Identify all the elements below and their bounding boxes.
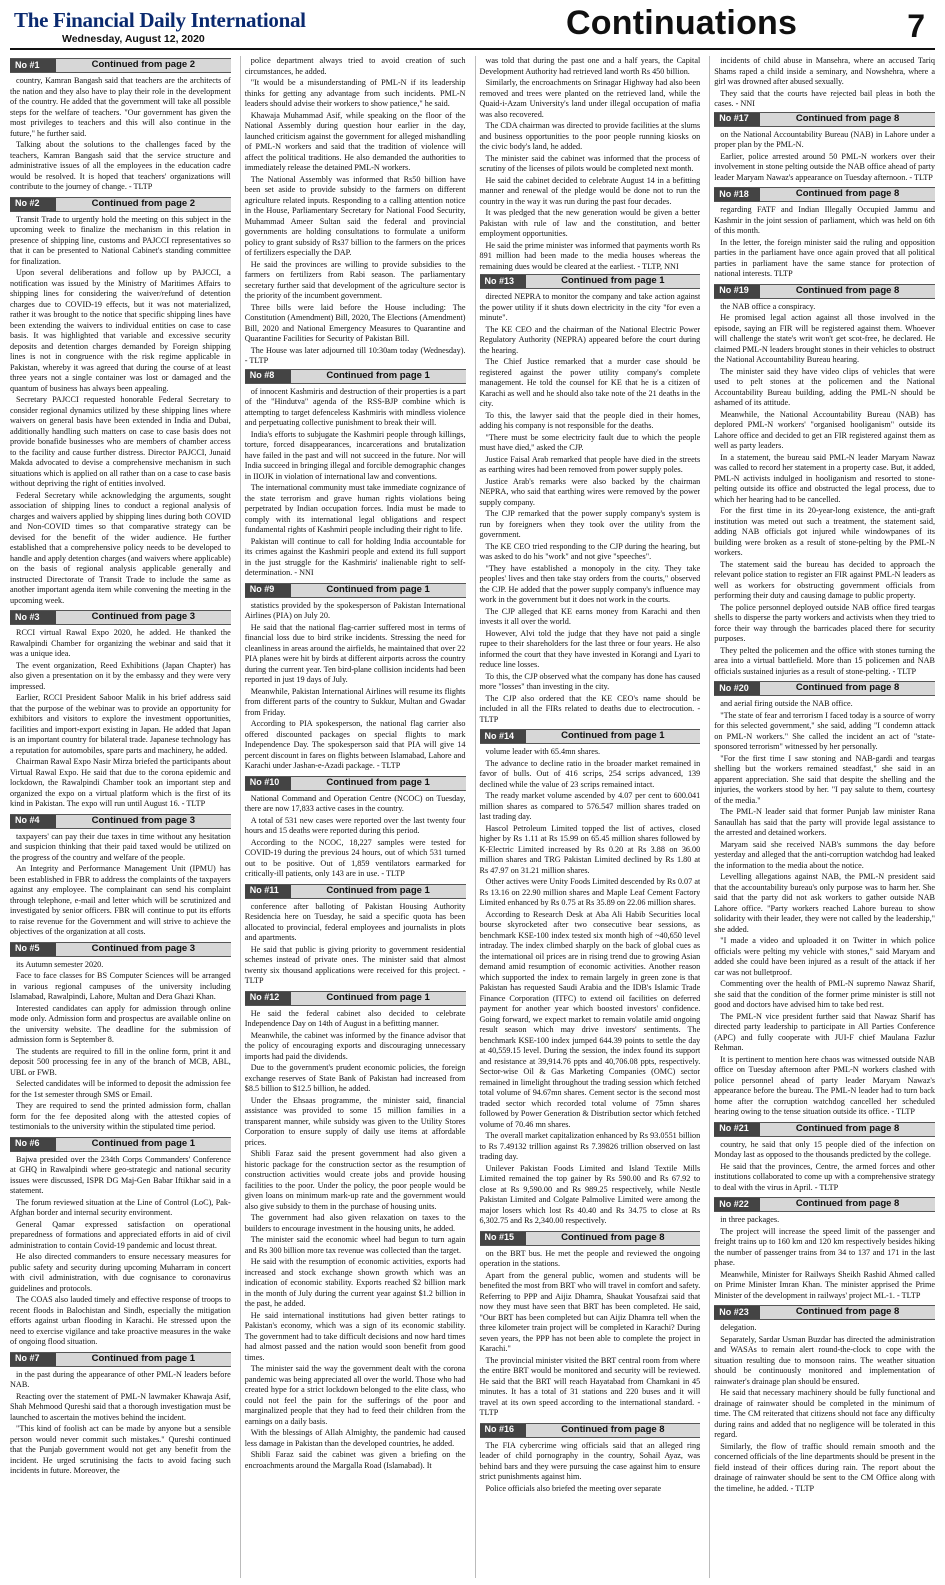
article-heading: Continued from page 1 [561, 730, 665, 742]
paragraph: He said that the national flag-carrier suffered most in terms of financial loss due to bird strike incidents. Stressing the need for cleanliness in areas around the airfields, he maintained that over 22 PIA planes were hit by birds at different airports across the country during the current year. Ten bird-plane collision incidents had been reported in just 19 days of July. [244, 622, 466, 684]
paragraph: He said the prime minister was informed that payments worth Rs 891 million had been made to the media houses whereas the remaining dues would be cleared at the earliest. - TLTP, NNI [479, 240, 701, 271]
paragraph: The CJP remarked that the power supply company's system is run by foreigners when they took over the utility from the government. [479, 509, 701, 539]
paragraph: on the National Accountability Bureau (NAB) in Lahore under a proper plan by the PML-N. [714, 129, 935, 149]
article-number: No #9 [245, 584, 291, 597]
article-heading: Continued from page 8 [795, 1122, 900, 1134]
paragraph: The forum reviewed situation at the Line of Control (LoC), Pak-Afghan border and internal security environment. [10, 1197, 231, 1217]
paragraph: Meanwhile, the National Accountability Bureau (NAB) has deplored PML-N workers' "organised hooliganism" outside its Lahore office and decided to get an FIR registered against them as well as party leaders. [714, 409, 935, 450]
article-body [245, 794, 466, 880]
article [714, 112, 935, 184]
article [245, 991, 466, 1472]
paragraph: The Chief Justice remarked that a murder case should be registered against the power utility company's complete management. He told the counsel for KE that he is a citizen of Karachi as well and he should also take note of the 21 deaths in the city. [479, 357, 701, 408]
paragraph: Upon several deliberations and follow up by PAJCCI, a notification was issued by the Ministry of Maritimes Affairs to shipping lines for considering the waiver/refund of detention charges due to COVID-19 effects, but it was not materialized, rather it was brought to the notice that specific shipping lines have been extending the waivers to individual entities on case to case basis. It was highlighted that variable and excessive security deposits and detention charges demanded by Foreign shipping lines is not in congruence with the risk regime applicable in Pakistan, whereby it was agreed that during the course of at least three years not a single container was lost or damaged and the quantum of business has always been appealing. [10, 268, 231, 393]
paragraph: Shibli Faraz said the present government had also given a historic package for the construction sector as the resumption of construction activities would create jobs and provide housing facilities to the poor. Under the policy, the poor people would be given loans on minimum mark-up rate and the government would also give subsidy to them in the purchase of housing units. [244, 1149, 466, 1211]
paragraph: of innocent Kashmiris and destruction of their properties is a part of the "Hindutva" agenda of the RSS-BJP combine which is attempting to target defenceless Kashmiris with mindless violence and perpetuating collective punishment to break their will. [244, 386, 466, 427]
column-lead-text [480, 56, 701, 272]
article-number: No #4 [10, 815, 56, 828]
article-heading: Continued from page 1 [91, 1137, 196, 1149]
article-header [10, 814, 231, 829]
article [245, 583, 466, 772]
article-number: No #17 [714, 113, 760, 126]
paragraph: An Integrity and Performance Management Unit (IPMU) has been established in FBR to address the complaints of the taxpayers against any employee. The complainant can send his complaint through telephone, e-mail and letter which will be scrutinized and investigated by senior officers. FBR will continue to put its efforts to raise revenue for the Government and will strive to achieve the objectives of the organization at all costs. [10, 864, 231, 936]
article-heading: Continued from page 1 [91, 1352, 196, 1364]
paragraph: He said international institutions had given better ratings to Pakistan's economy, which was a sign of its economic stability. The government had to take difficult decisions and now hard times had almost passed and the nation would soon benefit from good times. [244, 1310, 466, 1362]
paragraph: The government had also given relaxation on taxes to the builders to encourage investment in the housing units, he added. [244, 1213, 466, 1233]
article-body [245, 601, 466, 772]
paragraph: The FIA cybercrime wing officials said that an alleged ring leader of child pornography in the country, Sohail Ayaz, was behind bars and they were pursuing the case against him to ensure strict punishments against him. [479, 1440, 701, 1481]
paragraph: "This kind of foolish act can be made by anyone but a sensible person would never commit such mistakes." Qureshi continued that the Punjab government would not get any benefit from the incident. He urged scrutinising the facts to avoid facing such incidents in future. Moreover, the [10, 1424, 231, 1475]
paragraph: He said the federal cabinet also decided to celebrate Independence Day on 14th of August in a befitting manner. [244, 1008, 466, 1028]
article [245, 884, 466, 987]
paragraph: Federal Secretary while acknowledging the arguments, sought association of shipping lines to conduct a regional analysis of charges and waivers applied by shipping lines during both COVID and Non-COVID times so that comparative strategy can be devised for the benefit of the wider audience. He further established that a comprehensive policy needs to be developed to handle and apply detention charges (and waivers where applicable) on the basis of regional analysis applicable generally and instructed Directorate of Transit Trade to include the same as another important agenda item while convening the meeting in the upcoming week. [10, 490, 231, 605]
article-heading: Continued from page 8 [561, 1423, 665, 1435]
article [10, 942, 231, 1133]
paragraph: The CDA chairman was directed to provide facilities at the slums and business opportunities to the poor people running kiosks on the civic body's land, he added. [479, 121, 701, 151]
paragraph: It is pertinent to mention here chaos was witnessed outside NAB office on Tuesday afternoon after PML-N workers clashed with police personnel ahead of party leader Maryam Nawaz's appearance before the bureau. The PML-N leader had to turn back home after the corruption watchdog cancelled her scheduled hearing owing to the tense situation outside its office. - TLTP [714, 1054, 935, 1116]
article [714, 681, 935, 1118]
article-body [480, 1249, 701, 1419]
paragraph: The project will increase the speed limit of the passenger and freight trains up to 160 km and 120 km respectively besides hiking the number of passenger trains from 34 to 137 and 171 in the last phase. [714, 1226, 935, 1267]
paragraph: In a statement, the bureau said PML-N leader Maryam Nawaz was called to record her statement in a property case. But, it added, PML-N activists indulged in hooliganism and resorted to stone-pelting outside its office and obstructed the legal process, due to which her hearing had to be cancelled. [714, 452, 935, 504]
newspaper-logo: The Financial Daily International [14, 8, 306, 32]
paragraph: To this, the CJP observed what the company has done has caused more "losses" than investing in the city. [479, 671, 701, 691]
article-body [10, 628, 231, 810]
article-header [245, 583, 466, 598]
article [480, 1423, 701, 1495]
column-1 [10, 56, 231, 1578]
article-heading: Continued from page 3 [91, 611, 196, 623]
article-header [714, 1197, 935, 1212]
paragraph: regarding FATF and Indian Illegally Occupied Jammu and Kashmir in the joint session of parliament, which was held on 6th of this month. [714, 205, 935, 235]
article-body [714, 1140, 935, 1194]
article [245, 776, 466, 880]
paragraph: Separately, Sardar Usman Buzdar has directed the administration and WASAs to remain alert round-the-clock to cope with the situation resulting due to monsoon rains. The weather situation should be continuously monitored and implementation of rainwater's drainage plan should be ensured. [714, 1334, 935, 1386]
paragraph: The House was later adjourned till 10:30am today (Wednesday). - TLTP [244, 345, 466, 365]
article [10, 814, 231, 938]
article-body [480, 292, 701, 725]
article [10, 197, 231, 607]
paragraph: Justice Arab's remarks were also backed by the chairman NEPRA, who said that earthing wires were removed by the power supply company. [479, 476, 701, 507]
paragraph: Apart from the general public, women and students will be benefited the most from BRT who will travel in comfort and safety. Referring to PPP and Aijiz Dhamra, Shaukat Yousafzai said that now they must have seen that BRT has been completed. He said, "Our BRT has been completed but can Aijiz Dhamra tell when the three kilometer train project will be completed in Karachi? During seven years, the PPP has not been able to complete the project in Karachi." [479, 1270, 701, 1353]
article-heading: Continued from page 1 [326, 884, 430, 896]
article-number: No #12 [245, 992, 291, 1005]
paragraph: He said that public is giving priority to government residential schemes instead of private ones. The minister said that almost twenty six thousand applications were received for this project. - TLTP [244, 944, 466, 985]
article-body [714, 1323, 935, 1494]
paragraph: He said with the resumption of economic activities, exports had increased and stock exchange shown growth which was an indication of economic stability. Exports reached $2 billion mark in the month of July during the current year against $1.2 billion in the past, he added. [244, 1257, 466, 1308]
paragraph: According to Research Desk at Aba Ali Habib Securities local bourse skyrocketed after two consecutive bear sessions, as benchmark KSE-100 index tested six month high of ~40,650 level intraday. The index climbed sharply on the back of global cues as the international oil prices are in rising trend due to growing Asian demand amid resumption of economic activities. Another reason which supported the index to remain largely in green zone is that Pakistan has requested Saudi Arabia and the IDB's Islamic Trade Finance Corporation (ITFC) to extend oil facilities on deferred payment for another year which boosted investors' confidence. Going forward, we expect market to remain volatile amid ongoing result season which may drive investors' sentiments. The benchmark KSE-100 index jumped 644.39 points to settle the day at 40,559.15 level. During the session, the index found its support and resistance at 39,914.76 ppts and 40,706.08 ppts, respectively. Sector-wise Oil & Gas Marketing Companies (OMC) sector remained in limelight throughout the trading session which fetched total volume of 94.67mn shares. Cement sector is the second most traded sector which recorded total volume of 75mn shares followed by Power Generation & Distribution sector which fetched volume of 70.46 mn shares. [479, 909, 701, 1129]
paragraph: The minister said the economic wheel had begun to turn again and Rs 300 billion more tax revenue was collected than the target. [244, 1235, 466, 1255]
paragraph: The advance to decline ratio in the broader market remained in favor of bulls. Out of 416 scrips, 254 scrips advanced, 139 declined while the value of 23 scrips remained intact. [479, 758, 701, 789]
article-header [714, 1122, 935, 1137]
article-header [714, 187, 935, 202]
article-heading: Continued from page 2 [91, 59, 196, 71]
article-number: No #3 [10, 611, 56, 624]
paragraph: the NAB office a conspiracy. [720, 301, 816, 311]
paragraph: However, Alvi told the judge that they have not paid a single rupee to their shareholders for the last three or four years. He also informed the court that they have invested in Korangi and Lyari to reduce line losses. [479, 628, 701, 669]
paragraph: country, he said that only 15 people died of the infection on Monday last as opposed to the thousands predicted by the college. [714, 1139, 935, 1159]
paragraph: He said the provinces are willing to provide subsidies to the farmers on fertilizers from Rabi season. The parliamentary secretary further said that development of the agriculture sector is the priority of the incumbent government. [244, 259, 466, 300]
paragraph: The PML-N leader said that former Punjab law minister Rana Sanaullah has said that the party will provide legal assistance to the arrested and detained workers. [714, 807, 935, 837]
paragraph: The PML-N vice president further said that Nawaz Sharif has directed party leadership to participate in All Parties Conference (APC) and fully cooperate with JUI-F chief Maulana Fazlur Rehman. [714, 1011, 935, 1052]
article-header [714, 284, 935, 299]
article [10, 1352, 231, 1477]
article-number: No #6 [10, 1138, 56, 1151]
paragraph: Secretary PAJCCI requested honorable Federal Secretary to consider regional dynamics utilized by these shipping lines where waivers on general basis have been extended in India and Dubai, additionally handling such matters on case to case basis does not provide bonafide businesses who are members of chamber access to the facility and cause further distress. Director PAJCCI, Junaid Makda advocated to devise a comprehensive mechanism in such situations which is applied on all rather than on a case to case basis without depriving the right of entities involved. [10, 395, 231, 488]
article [10, 610, 231, 810]
article-header [714, 112, 935, 127]
article-body [245, 1009, 466, 1472]
article-header [714, 681, 935, 696]
paragraph: Due to the government's prudent economic policies, the foreign exchange reserves of State Bank of Pakistan had increased from $8.5 billion to $12.5 billion, he added. [244, 1063, 466, 1093]
paragraph: "There must be some electricity fault due to which the people must have died," asked the CJP. [479, 432, 701, 452]
paragraph: incidents of child abuse in Mansehra, where an accused Tariq Shams raped a child inside a seminary, and Nowshehra, where a girl was drowned after abused sexually. [714, 56, 935, 86]
paragraph: National Command and Operation Centre (NCOC) on Tuesday, there are now 17,833 active cases in the country. [244, 793, 466, 813]
paragraph: Commenting over the health of PML-N supremo Nawaz Sharif, she said that the condition of the former prime minister is still not good and doctors have advised him to take bed rest. [714, 979, 935, 1009]
paragraph: Bajwa presided over the 234th Corps Commanders' Conference at GHQ in Rawalpindi where geo-strategic and national security issues were discussed, ISPR DG Maj-Gen Babar Iftikhar said in a statement. [10, 1154, 231, 1195]
paragraph: The overall market capitalization enhanced by Rs 93.0551 billion to Rs 7.49132 trillion against Rs 7.39826 trillion observed on last trading day. [479, 1131, 701, 1161]
paragraph: Shibli Faraz said the cabinet was given a briefing on the encroachments around the Margalla Road (Islamabad). It [244, 1450, 466, 1470]
paragraph: Interested candidates can apply for admission through online mode only. Admission form and prospectus are available online on the university website. The deadline for the submission of admission form is September 8. [10, 1003, 231, 1044]
article-body [480, 747, 701, 1227]
article [245, 369, 466, 579]
article-header [245, 776, 466, 791]
article-heading: Continued from page 1 [326, 369, 430, 381]
article-heading: Continued from page 2 [91, 197, 196, 209]
article-number: No #15 [480, 1232, 526, 1245]
article-header [245, 884, 466, 899]
article-heading: Continued from page 8 [795, 1198, 900, 1210]
article [10, 1137, 231, 1348]
paragraph: "It would be a misunderstanding of PML-N if its leadership thinks for getting any advantage from such incidents. PML-N leaders should advise their workers to show patience," he said. [244, 78, 466, 108]
paragraph: The KE CEO tried responding to the CJP during the hearing, but was asked to do his "work" and not give "speeches". [479, 541, 701, 561]
article-number: No #1 [10, 59, 56, 72]
paragraph: Reacting over the statement of PML-N lawmaker Khawaja Asif, Shah Mehmood Qureshi said that a thorough investigation must be launched to ascertain the motives behind the incident. [10, 1391, 231, 1422]
article-heading: Continued from page 3 [91, 814, 196, 826]
paragraph: Similarly, the flow of traffic should remain smooth and the concerned officials of the line departments should be present in the field instead of their offices during rain. The report about the drainage of rainwater should be sent to the CM Office along with the timeline, he added. - TLTP [714, 1441, 935, 1493]
paragraph: in the past during the appearance of other PML-N leaders before NAB. [10, 1369, 231, 1389]
paragraph: conference after balloting of Pakistan Housing Authority Residencia here on Tuesday, he said a specific quota has been allocated to provincial, federal employees and journalists in plots and apartments. [244, 901, 466, 942]
article-body [10, 832, 231, 938]
article-heading: Continued from page 1 [326, 776, 430, 788]
paragraph: Meanwhile, the cabinet was informed by the finance advisor that the policy of encouraging exports and discouraging unnecessary imports had paid the dividends. [244, 1030, 466, 1061]
paragraph: To this, the lawyer said that the people died in their homes, adding his company is not responsible for the deaths. [479, 410, 701, 430]
article [480, 1231, 701, 1419]
paragraph: Police officials also briefed the meeting over separate [485, 1483, 662, 1493]
article-number: No #2 [10, 198, 56, 211]
paragraph: "For the first time I saw stoning and NAB-gardi and teargas shelling but the workers remained steadfast," she said in an apparent appreciation. She said that despite the shelling and the injuries, the workers stood by her. "I pay salute to them, courtesy of the media." [714, 753, 935, 805]
article-heading: Continued from page 8 [795, 1306, 900, 1318]
article-body [714, 1215, 935, 1301]
paragraph: The minister said the cabinet was informed that the process of scrutiny of the licenses of pilots would be completed next month. [479, 153, 701, 173]
article-header [245, 369, 466, 384]
page-number: 7 [907, 8, 925, 44]
paragraph: The minister said the way the government dealt with the corona pandemic was being appreciated all over the world. Those who had created hype for a strict lockdown belonged to the elite class, who could not feel the pain for the sufferings of the poor and marginalized people that they had to feed their children from the earnings on a daily basis. [244, 1364, 466, 1426]
paragraph: delegation. [720, 1323, 757, 1332]
paragraph: Pakistan will continue to call for holding India accountable for its crimes against the Kashmiri people and extend its full support in the just struggle for the Kashmiris' inalienable right to self-determination. - NNI [244, 536, 466, 577]
paragraph: Similarly, the encroachments on Srinagar Highway had also been removed and trees were planted on the retrieved land, while the Quaid-i-Azam University's land under illegal occupation of mafia was also recovered. [479, 78, 701, 119]
news-columns [10, 56, 935, 1578]
paragraph: He promised legal action against all those involved in the episode, saying an FIR will be registered against them. Whoever will challenge the state's writ won't get scot-free, he declared. He claimed PML-N leaders brought stones in their vehicles to obstruct the National Accountability Bureau hearing. [714, 313, 935, 364]
paragraph: The CJP alleged that KE earns money from Karachi and then invests it all over the world. [479, 606, 701, 626]
paragraph: Maryam said she received NAB's summons the day before yesterday and alleged that the anti-corruption watchdog had leaked the information to the media about the notice. [714, 839, 935, 870]
article [714, 1122, 935, 1194]
article-header [245, 991, 466, 1006]
article-header [10, 1137, 231, 1152]
article [10, 58, 231, 193]
paragraph: its Autumn semester 2020. [16, 959, 104, 969]
paragraph: police department always tried to avoid creation of such circumstances, he added. [244, 56, 466, 76]
paragraph: A total of 531 new cases were reported over the last twenty four hours and 15 deaths were reported during this period. [244, 815, 466, 835]
paragraph: Meanwhile, Pakistan International Airlines will resume its flights from different parts of the country to Sukkur, Multan and Gwadar from Friday. [244, 686, 466, 717]
column-2 [240, 56, 466, 1578]
article-header [480, 1423, 701, 1438]
article-body [714, 699, 935, 1118]
article [714, 1305, 935, 1494]
paragraph: on the BRT bus. He met the people and reviewed the ongoing operation in the stations. [479, 1248, 701, 1268]
article-heading: Continued from page 3 [91, 942, 196, 954]
paragraph: in three packages. [720, 1215, 780, 1224]
article-number: No #22 [714, 1198, 760, 1211]
paragraph: According to PIA spokesperson, the national flag carrier also offered discounted packages on special flights to mark Independence Day. The spokesperson said that PIA will give 14 percent discount in fares on flights between Islamabad, Lahore and Karachi under Jashan-e-Azadi package. - TLTP [244, 719, 466, 770]
article-heading: Continued from page 1 [326, 991, 430, 1003]
paragraph: He said that the provinces, Centre, the armed forces and other institutions collaborated to come up with a comprehensive strategy to deal with the virus in April. - TLTP [714, 1161, 935, 1192]
paragraph: The minister said they have video clips of vehicles that were used to pelt stones at the policemen and the National Accountability Bureau building, adding the PML-N should be ashamed of its attitude. [714, 366, 935, 407]
paragraph: volume leader with 65.4mn shares. [485, 747, 601, 756]
article-heading: Continued from page 1 [561, 275, 665, 287]
article-header [10, 610, 231, 625]
article-number: No #21 [714, 1123, 760, 1136]
article-header [480, 274, 701, 289]
article-heading: Continued from page 8 [795, 188, 900, 200]
article [714, 284, 935, 678]
paragraph: The police personnel deployed outside NAB office fired teargas shells to disperse the party workers and activists when they tried to force their way through the barricades placed there for security purposes. [714, 602, 935, 643]
paragraph: He said that necessary machinery should be fully functional and drainage of rainwater should be completed in the minimum of time. The CM reiterated that citizens should not face any difficulty during rains and added that no negligence will be tolerated in this regard. [714, 1388, 935, 1439]
column-3 [475, 56, 701, 1578]
paragraph: "I made a video and uploaded it on Twitter in which police officials were pelting my vehicle with stones," said Maryam and added she could have been injured as a result of the attack if her car was not bulletproof. [714, 936, 935, 977]
paragraph: The KE CEO and the chairman of the National Electric Power Regulatory Authority (NEPRA) appeared before the court during the hearing. [479, 324, 701, 355]
paragraph: Talking about the solutions to the challenges faced by the teachers, Kamran Bangash said that the service structure and administrative issues of all the employees in the education cadre would be resolved. It is hoped that teachers' organizations will contribute to the journey of change. - TLTP [10, 140, 231, 191]
article [714, 187, 935, 280]
article [480, 729, 701, 1227]
article-header [10, 58, 231, 73]
article-number: No #19 [714, 285, 760, 298]
paragraph: "They have established a monopoly in the city. They take peoples' lives and then take stay orders from the courts," observed the CJP. He added that the power supply company's influence may work in the government but it does not work in the courts. [479, 563, 701, 604]
article-number: No #14 [480, 730, 526, 743]
article-number: No #13 [480, 275, 526, 288]
column-4 [709, 56, 935, 1578]
paragraph: The international community must take immediate cognizance of the state terrorism and grave human rights violations being perpetrated by Indian occupation forces. India must be made to comply with its international legal obligations and respect fundamental rights of Kashmiri people including their right to life. [244, 483, 466, 534]
article-number: No #8 [245, 370, 291, 383]
article-heading: Continued from page 1 [326, 583, 430, 595]
paragraph: They said that the courts have rejected bail pleas in both the cases. - NNI [714, 88, 935, 108]
article-body [480, 1441, 701, 1495]
masthead [10, 6, 935, 50]
article-body [714, 205, 935, 280]
paragraph: and aerial firing outside the NAB office. [720, 699, 853, 708]
paragraph: was told that during the past one and a half years, the Capital Development Authority had retrieved land worth Rs 450 billion. [479, 56, 701, 76]
article-header [480, 729, 701, 744]
article-heading: Continued from page 8 [795, 682, 900, 694]
paragraph: Khawaja Muhammad Asif, while speaking on the floor of the National Assembly during question hour earlier in the day, launched criticism against the government for alleged mishandling of PML-N workers and said that the tradition of violence will affect the political traditions. He also demanded the authorities to immediately release the detained PML-N workers. [244, 110, 466, 172]
column-lead-text [714, 56, 935, 110]
paragraph: Three bills were laid before the House including: The Constitution (Amendment) Bill, 2020, The Elections (Amendment) Bill, 2020 and National Emergency Measures to Quarantine and Quarantine Facilities for Security of Pakistan Bill. [244, 302, 466, 343]
paragraph: For the first time in its 20-year-long existence, the anti-graft institution was meted out such a treatment, the statement said, adding NAB officials got injured while windowpanes of its building were broken as a result of stone-pelting by the PML-N workers. [714, 506, 935, 557]
article-body [10, 960, 231, 1133]
paragraph: With the blessings of Allah Almighty, the pandemic had caused less damage in Pakistan than the developed countries, he added. [244, 1428, 466, 1448]
article [714, 1197, 935, 1301]
article-heading: Continued from page 8 [795, 284, 900, 296]
article-body [10, 1155, 231, 1348]
paragraph: Other actives were Unity Foods Limited descended by Rs 0.07 at Rs 13.16 on 22.90 million shares and Maple Leaf Cement Factory Limited enhanced by Rs 0.75 at Rs 35.89 on 22.06 million shares. [479, 877, 701, 907]
paragraph: statistics provided by the spokesperson of Pakistan International Airlines (PIA) on July 20. [244, 600, 466, 620]
paragraph: Earlier, RCCI President Saboor Malik in his brief address said that the purpose of the webinar was to provide an opportunity for exhibitors and visitors to explore the investment opportunities, facilities and import-export existing in Japan. He added that Japan is an important country for bilateral trade. Japanese technology has a reputation for automobiles, spare parts and machinery, he added. [10, 693, 231, 755]
article-body [10, 1370, 231, 1477]
paragraph: Unilever Pakistan Foods Limited and Island Textile Mills Limited remained the top gainer by Rs 590.00 and Rs 67.92 to close at Rs 9,590.00 and Rs 989.25 respectively, while Nestle Pakistan Limited and Colgate Palmolive Limited were among the major losers which lost Rs 40.40 and Rs 34.75 to close at Rs 6,302.75 and Rs 2,340.00 respectively. [479, 1163, 701, 1225]
paragraph: The COAS also lauded timely and effective response of troops to recent floods in Balochistan and Sindh, especially the mitigation efforts against urban flooding in Karachi. He stressed upon the need to exercise vigilance and take proactive measures in the wake of ongoing flood situation. [10, 1295, 231, 1346]
paragraph: "The state of fear and terrorism I faced today is a source of worry for this selected government," she said, adding "I condemn attack on PML-N workers." She called the incident an act of "state-sponsored terrorism" witnessed by her personally. [714, 710, 935, 751]
paragraph: Selected candidates will be informed to deposit the admission fee for the 1st semester through SMS or Email. [10, 1079, 231, 1099]
paragraph: The students are required to fill in the online form, print it and deposit 500 processing fee in any of the branch of MCB, ABL, UBL or FWB. [10, 1046, 231, 1077]
paragraph: directed NEPRA to monitor the company and take action against the power utility if it shuts down electricity in the city "for even a minute". [479, 292, 701, 322]
paragraph: The statement said the bureau has decided to approach the relevant police station to register an FIR against PML-N leaders as well as workers for obstructing government officials from performing their duty and causing damage to public property. [714, 559, 935, 600]
column-lead-text [245, 56, 466, 367]
paragraph: In the letter, the foreign minister said the ruling and opposition parties in the parliament have once again proved that all political parties in parliament have the same stance for protection of national interests. TLTP [714, 237, 935, 278]
article-body [245, 387, 466, 579]
paragraph: Chairman Rawal Expo Nasir Mirza briefed the participants about Virtual Rawal Expo. He said that due to the corona epidemic and lockdown, the Rawalpindi Chamber took an important step and organized the expo on a virtual platform which is the first of its kind in Pakistan. The expo will run until August 16. - TLTP [10, 757, 231, 808]
article-number: No #20 [714, 682, 760, 695]
article-body [714, 130, 935, 184]
paragraph: country, Kamran Bangash said that teachers are the architects of the nation and they also have to play their role in the development of the country. He added that the government will take all possible steps for the welfare of teachers. "Our government has given the most privileges to teachers and this will also continue in the future," he further said. [10, 76, 231, 138]
paragraph: According to the NCOC, 18,227 samples were tested for COVID-19 during the previous 24 hours, out of which 531 turned out to be positive. Out of 1,859 ventilators earmarked for critically-ill patients, only 143 are in use. - TLTP [244, 837, 466, 878]
paragraph: Under the Ehsaas programme, the minister said, financial assistance was provided to some 15 million families in a transparent manner, while subsidy was given to the Utility Stores Corporation to ensure supply of daily use items at affordable prices. [244, 1095, 466, 1147]
paragraph: RCCI virtual Rawal Expo 2020, he added. He thanked the Rawalpindi Chamber for organizing the webinar and said that it was a unique idea. [10, 628, 231, 658]
article-header [10, 942, 231, 957]
article-body [10, 76, 231, 193]
article-number: No #5 [10, 943, 56, 956]
paragraph: Levelling allegations against NAB, the PML-N president said that the accountability bureau's only purpose was to harm her. She said that the party did not ask workers to gather outside NAB Lahore office. "Party workers reached Lahore bureau to show solidarity with their leader, they were not called by the leadership," she added. [714, 872, 935, 934]
paragraph: They pelted the policemen and the office with stones turning the area into a virtual battlefield. More than 15 policemen and NAB officials sustained injuries as a result of stone-pelting. - TLTP [714, 645, 935, 676]
paragraph: The provincial minister visited the BRT central room from where the entire BRT would be monitored and security will be reviewed. He said that the BRT will reach Hayatabad from Chamkani in 45 minutes. It has a total of 31 stations and 220 buses and it will travel at its own speed according to the international standard. - TLTP [479, 1355, 701, 1417]
paragraph: Earlier, police arrested around 50 PML-N workers over their involvement in stone pelting outside the NAB office ahead of party leader Maryam Nawaz's appearance on Tuesday afternoon. - TLTP [714, 151, 935, 182]
paragraph: Justice Faisal Arab remarked that people have died in the streets as earthing wires had been removed from power supply poles. [479, 454, 701, 474]
section-title: Continuations [566, 4, 798, 42]
paragraph: The ready market volume ascended by 4.07 per cent to 600.041 million shares as compared to 576.547 million shares traded on last trading day. [479, 791, 701, 821]
paragraph: Hascol Petroleum Limited topped the list of actives, closed higher by Rs 1.11 at Rs 15.99 on 65.45 million shares followed by K-Electric Limited increased by Rs 0.20 at Rs 3.88 on 36.00 million shares and TRG Pakistan Limited declined by Rs 1.80 at Rs 47.97 on 31.21 million shares. [479, 823, 701, 875]
article-body [714, 302, 935, 678]
article-number: No #10 [245, 777, 291, 790]
paragraph: He also directed commanders to ensure necessary measures for public safety and security during upcoming Muharram in concert with civil administration, with due cognisance to coronavirus guidelines and protocols. [10, 1252, 231, 1293]
article-number: No #7 [10, 1353, 56, 1366]
paragraph: India's efforts to subjugate the Kashmiri people through killings, torture, forced disappearances, incarcerations and brutalization have failed in the past and will not succeed in the future. Nor will India succeed in bringing illegal and forcible demographic changes in IIOJK in violation of international law and conventions. [244, 429, 466, 481]
paragraph: The National Assembly was informed that Rs50 billion have been set aside to provide subsidy to the farmers on different agriculture related inputs. Responding to a calling attention notice in the House, Parliamentary Secretary for National Food Security, Muhammad Ameer Sultan said the federal and provincial governments are holding consultations to formulate a uniform policy to grant subsidy of Rs37 billion to the farmers on the prices of fertilizers especially the DAP. [244, 174, 466, 257]
paragraph: He said the cabinet decided to celebrate August 14 in a befitting manner and renewal of the pledge would be done not to run the country in the way it was run during the past four decades. [479, 175, 701, 206]
paragraph: They are required to send the printed admission form, challan form for the fee deposited along with the attested copies of testimonials to the university within the stipulated time period. [10, 1101, 231, 1131]
paragraph: General Qamar expressed satisfaction on operational preparedness of formations and appreciated efforts in aid of civil administration to contain Covid-19 pandemic and locust threat. [10, 1219, 231, 1250]
article-body [245, 902, 466, 987]
paragraph: The CJP also ordered that the KE CEO's name should be included in all the FIRs related to deaths due to electrocution. - TLTP [479, 693, 701, 724]
paragraph: Meanwhile, Minister for Railways Sheikh Rashid Ahmed called on Prime Minister Imran Khan. The minister apprised the Prime Minister of the development in railways' project ML-1. - TLTP [714, 1269, 935, 1300]
article [480, 274, 701, 725]
paragraph: It was pledged that the new generation would be given a better Pakistan with rule of law and the constitution, and better employment opportunities. [479, 208, 701, 238]
paragraph: The event organization, Reed Exhibitions (Japan Chapter) has also given a presentation on it by the embassy and they were very impressed. [10, 660, 231, 691]
article-header [480, 1231, 701, 1246]
paragraph: taxpayers' can pay their due taxes in time without any hesitation and suspicion thinking that their paid taxed would be utilized on the progress of the country and welfare of the people. [10, 831, 231, 862]
article-header [10, 1352, 231, 1367]
article-number: No #16 [480, 1424, 526, 1437]
article-header [10, 197, 231, 212]
article-body [10, 215, 231, 607]
article-number: No #18 [714, 188, 760, 201]
dateline: Wednesday, August 12, 2020 [62, 33, 205, 45]
article-number: No #23 [714, 1306, 760, 1319]
article-heading: Continued from page 8 [795, 112, 900, 124]
article-heading: Continued from page 8 [561, 1231, 665, 1243]
paragraph: Transit Trade to urgently hold the meeting on this subject in the upcoming week to finalize the mechanism in this relation in presence of shipping line, customs and PAJCCI representatives so that it can be presented to National Cabinet's standing committee for finalization. [10, 214, 231, 266]
article-number: No #11 [245, 885, 291, 898]
paragraph: Face to face classes for BS Computer Sciences will be arranged in various regional campuses of the university including Islamabad, Rawalpindi, Lahore, Multan and Dera Ghazi Khan. [10, 971, 231, 1001]
article-header [714, 1305, 935, 1320]
